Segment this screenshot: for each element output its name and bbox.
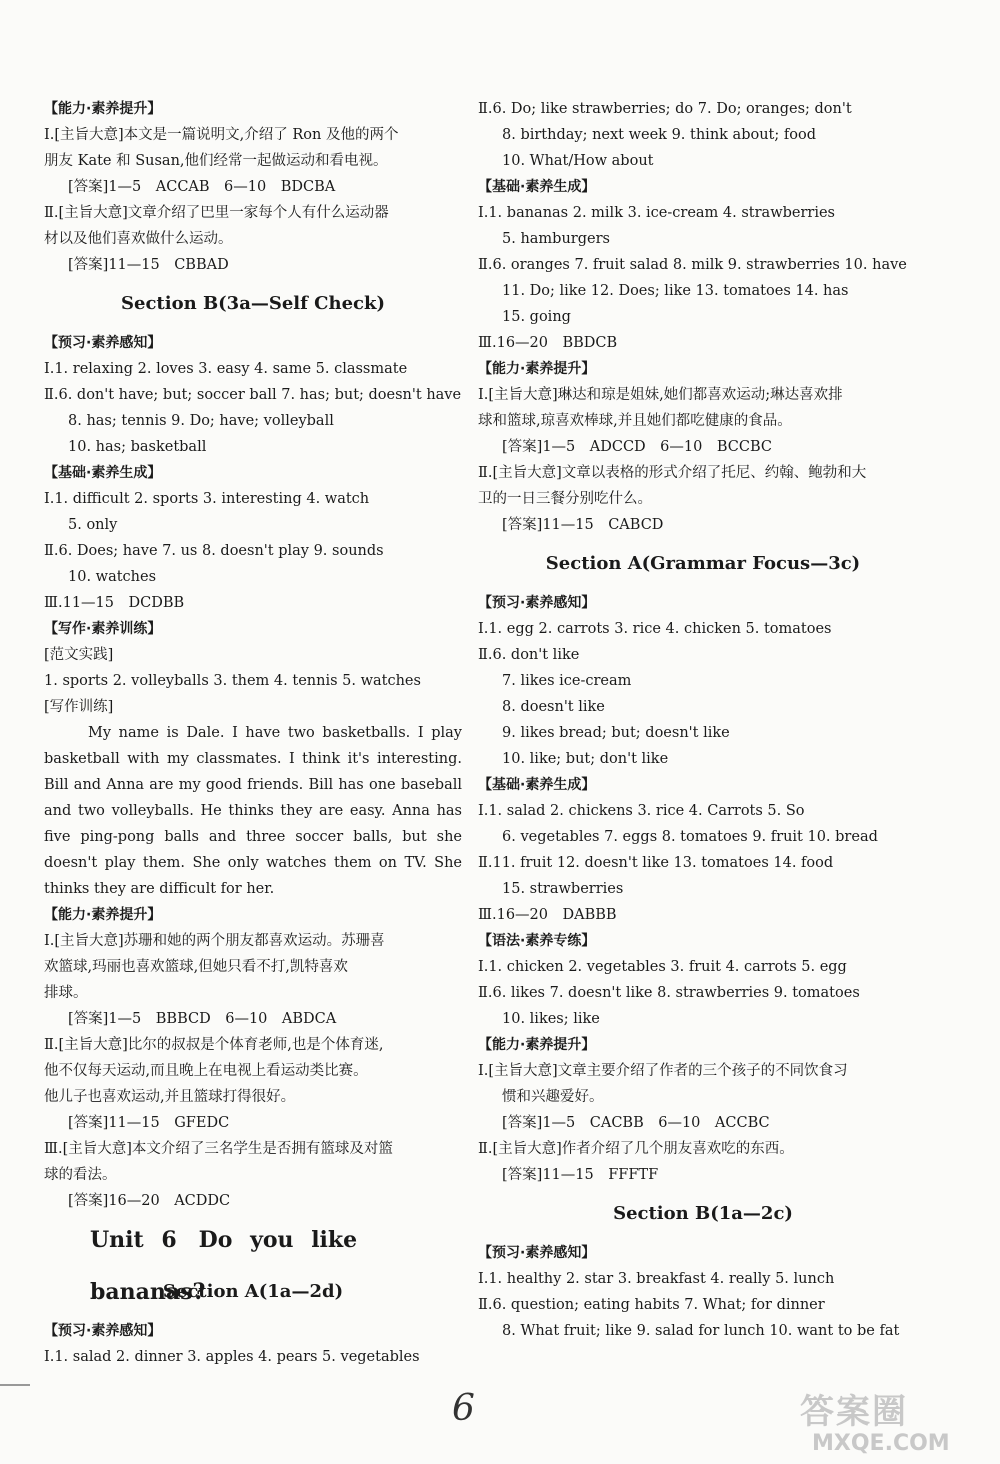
- section-header: 【基础·素养生成】: [478, 179, 596, 195]
- answer-line: 球和篮球,琼喜欢棒球,并且她们都吃健康的食品。: [478, 413, 792, 429]
- watermark-url: MXQE.COM: [812, 1431, 950, 1456]
- answer-line: 8. doesn't like: [502, 699, 605, 715]
- answer-line: 球的看法。: [44, 1167, 117, 1183]
- answer-line: Ⅰ.1. salad 2. chickens 3. rice 4. Carrots 5. So: [478, 803, 805, 819]
- answer-line: Ⅱ.6. don't have; but; soccer ball 7. has; but; doesn't have: [44, 387, 462, 403]
- section-header: 【预习·素养感知】: [44, 1323, 162, 1339]
- answer-line: 10. like; but; don't like: [502, 751, 669, 767]
- answer-line: Ⅰ.[主旨大意]苏珊和她的两个朋友都喜欢运动。苏珊喜: [44, 933, 385, 949]
- section-title: Section A(1a—2d): [162, 1281, 344, 1302]
- answer-line: Ⅲ.16—20 DABBB: [478, 907, 617, 923]
- model-essay: My name is Dale. I have two basketballs. I play basketball with my classmates. I think it's interesting. Bill and Anna are my good friends. Bill has one baseball and two volleyballs. He thinks they are easy. Anna has five ping-pong balls and three soccer balls, but she doesn't play them. She only watches them on TV. She thinks they are difficult for her.: [44, 725, 462, 897]
- left-column-continued: [44, 902, 462, 1370]
- section-header: 【基础·素养生成】: [44, 465, 162, 481]
- answer-line: Ⅰ.[主旨大意]本文是一篇说明文,介绍了 Ron 及他的两个: [44, 127, 399, 143]
- answer-line: [答案]1—5 CACBB 6—10 ACCBC: [502, 1115, 770, 1131]
- answer-line: Ⅱ.6. don't like: [478, 647, 580, 663]
- answer-line: 8. has; tennis 9. Do; have; volleyball: [68, 413, 334, 429]
- right-column: [478, 96, 928, 1344]
- answer-line: 材以及他们喜欢做什么运动。: [44, 231, 233, 247]
- answer-line: 排球。: [44, 985, 88, 1001]
- answer-line: Ⅱ.[主旨大意]文章介绍了巴里一家每个人有什么运动器: [44, 205, 389, 221]
- answer-line: Ⅰ.1. relaxing 2. loves 3. easy 4. same 5. classmate: [44, 361, 408, 377]
- answer-line: 10. What/How about: [502, 153, 654, 169]
- answer-line: 10. watches: [68, 569, 157, 585]
- section-header: 【写作·素养训练】: [44, 621, 162, 637]
- answer-line: [答案]16—20 ACDDC: [68, 1193, 231, 1209]
- answer-line: [答案]11—15 CBBAD: [68, 257, 229, 273]
- answer-line: 1. sports 2. volleyballs 3. them 4. tennis 5. watches: [44, 673, 421, 689]
- watermark-logo: [800, 1392, 996, 1458]
- section-header: 【预习·素养感知】: [478, 595, 596, 611]
- answer-line: [答案]1—5 ACCAB 6—10 BDCBA: [68, 179, 336, 195]
- section-header: 【能力·素养提升】: [44, 907, 162, 923]
- answer-line: 5. hamburgers: [502, 231, 610, 247]
- answer-line: 11. Do; like 12. Does; like 13. tomatoes 14. has: [502, 283, 849, 299]
- answer-line: 欢篮球,玛丽也喜欢篮球,但她只看不打,凯特喜欢: [44, 959, 348, 975]
- answer-line: Ⅲ.[主旨大意]本文介绍了三名学生是否拥有篮球及对篮: [44, 1141, 393, 1157]
- answer-line: Ⅱ.6. Do; like strawberries; do 7. Do; oranges; don't: [478, 101, 852, 117]
- answer-line: [范文实践]: [44, 647, 114, 663]
- answer-line: 6. vegetables 7. eggs 8. tomatoes 9. fruit 10. bread: [502, 829, 878, 845]
- answer-line: Ⅰ.[主旨大意]琳达和琼是姐妹,她们都喜欢运动;琳达喜欢排: [478, 387, 843, 403]
- answer-line: Ⅱ.6. likes 7. doesn't like 8. strawberries 9. tomatoes: [478, 985, 860, 1001]
- section-header: 【语法·素养专练】: [478, 933, 596, 949]
- section-header: 【基础·素养生成】: [478, 777, 596, 793]
- answer-line: 朋友 Kate 和 Susan,他们经常一起做运动和看电视。: [44, 153, 388, 169]
- answer-line: 9. likes bread; but; doesn't like: [502, 725, 730, 741]
- watermark-text: 答案圈: [800, 1392, 908, 1432]
- answer-line: 5. only: [68, 517, 118, 533]
- answer-line: 卫的一日三餐分别吃什么。: [478, 491, 652, 507]
- section-header: 【能力·素养提升】: [478, 1037, 596, 1053]
- answer-line: Ⅰ.1. egg 2. carrots 3. rice 4. chicken 5. tomatoes: [478, 621, 832, 637]
- answer-line: 10. has; basketball: [68, 439, 207, 455]
- section-header: 【能力·素养提升】: [44, 101, 162, 117]
- answer-line: Ⅰ.1. healthy 2. star 3. breakfast 4. really 5. lunch: [478, 1271, 835, 1287]
- answer-line: Ⅱ.[主旨大意]文章以表格的形式介绍了托尼、约翰、鲍勃和大: [478, 465, 867, 481]
- left-column: [44, 96, 462, 1370]
- answer-line: Ⅰ.1. difficult 2. sports 3. interesting 4. watch: [44, 491, 370, 507]
- answer-line: [答案]11—15 CABCD: [502, 517, 664, 533]
- answer-line: Ⅰ.1. chicken 2. vegetables 3. fruit 4. carrots 5. egg: [478, 959, 847, 975]
- unit-title: Unit 6 Do you like bananas?: [90, 1227, 358, 1305]
- footer-rule: [0, 1384, 30, 1386]
- answer-line: [写作训练]: [44, 699, 114, 715]
- answer-line: Ⅱ.6. oranges 7. fruit salad 8. milk 9. strawberries 10. have: [478, 257, 907, 273]
- section-title: Section B(3a—Self Check): [121, 293, 385, 314]
- answer-line: [答案]11—15 FFFTF: [502, 1167, 659, 1183]
- section-header: 【预习·素养感知】: [478, 1245, 596, 1261]
- section-header: 【预习·素养感知】: [44, 335, 162, 351]
- page-number: 6: [452, 1388, 475, 1429]
- answer-line: 8. What fruit; like 9. salad for lunch 10. want to be fat: [502, 1323, 900, 1339]
- section-title: Section B(1a—2c): [613, 1203, 793, 1224]
- answer-line: Ⅱ.[主旨大意]作者介绍了几个朋友喜欢吃的东西。: [478, 1141, 794, 1157]
- answer-line: 7. likes ice-cream: [502, 673, 632, 689]
- answer-line: 他不仅每天运动,而且晚上在电视上看运动类比赛。: [44, 1063, 368, 1079]
- answer-line: [答案]11—15 GFEDC: [68, 1115, 230, 1131]
- answer-line: [答案]1—5 BBBCD 6—10 ABDCA: [68, 1011, 337, 1027]
- answer-line: Ⅰ.1. bananas 2. milk 3. ice-cream 4. strawberries: [478, 205, 835, 221]
- section-header: 【能力·素养提升】: [478, 361, 596, 377]
- answer-line: Ⅲ.16—20 BBDCB: [478, 335, 618, 351]
- answer-line: 惯和兴趣爱好。: [502, 1089, 604, 1105]
- answer-line: Ⅱ.6. Does; have 7. us 8. doesn't play 9. sounds: [44, 543, 384, 559]
- answer-line: 15. going: [502, 309, 571, 325]
- answer-line: Ⅰ.[主旨大意]文章主要介绍了作者的三个孩子的不同饮食习: [478, 1063, 848, 1079]
- answer-line: 他儿子也喜欢运动,并且篮球打得很好。: [44, 1089, 296, 1105]
- answer-line: [答案]1—5 ADCCD 6—10 BCCBC: [502, 439, 772, 455]
- answer-line: 10. likes; like: [502, 1011, 600, 1027]
- answer-line: Ⅰ.1. salad 2. dinner 3. apples 4. pears 5. vegetables: [44, 1349, 420, 1365]
- answer-line: Ⅲ.11—15 DCDBB: [44, 595, 185, 611]
- answer-line: Ⅱ.11. fruit 12. doesn't like 13. tomatoes 14. food: [478, 855, 834, 871]
- answer-line: 15. strawberries: [502, 881, 624, 897]
- answer-line: 8. birthday; next week 9. think about; food: [502, 127, 816, 143]
- section-title: Section A(Grammar Focus—3c): [545, 553, 861, 574]
- answer-line: Ⅱ.6. question; eating habits 7. What; for dinner: [478, 1297, 825, 1313]
- answer-line: Ⅱ.[主旨大意]比尔的叔叔是个体育老师,也是个体育迷,: [44, 1037, 384, 1053]
